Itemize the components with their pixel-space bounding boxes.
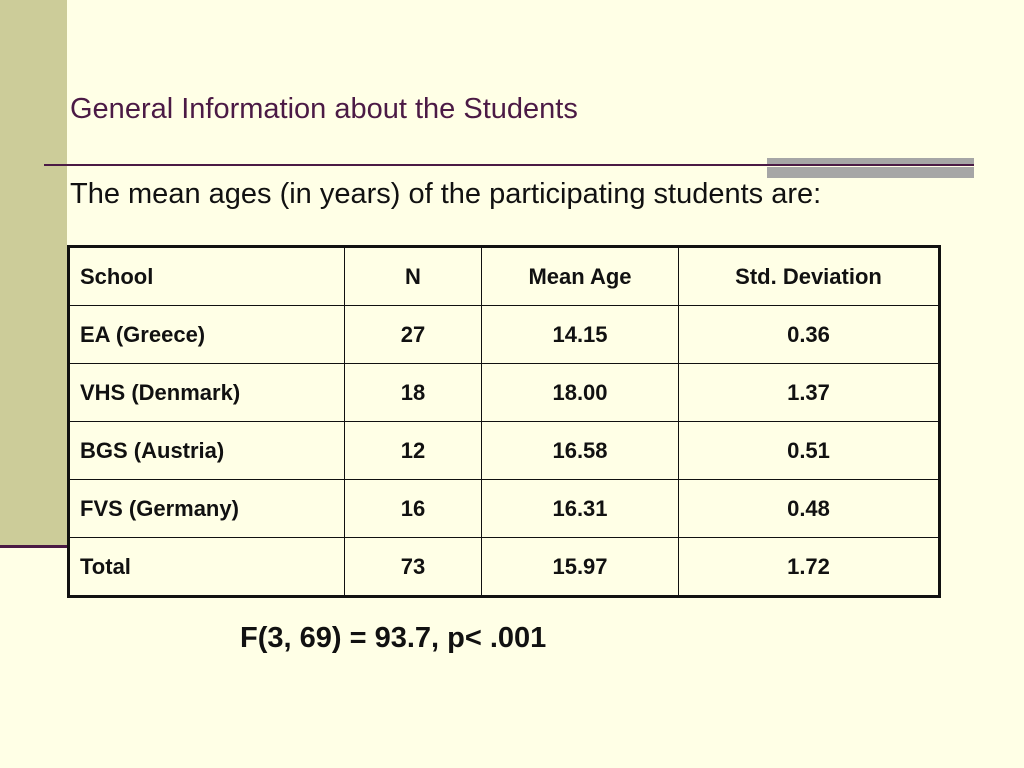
table-header-row bbox=[69, 247, 940, 306]
title-accent-bar bbox=[767, 158, 974, 178]
school-cell: Total bbox=[69, 538, 345, 597]
std-deviation-cell: 0.51 bbox=[679, 422, 940, 480]
school-cell: VHS (Denmark) bbox=[69, 364, 345, 422]
std-deviation-cell: 1.37 bbox=[679, 364, 940, 422]
mean-age-cell: 15.97 bbox=[482, 538, 679, 597]
std-deviation-cell: 0.36 bbox=[679, 306, 940, 364]
school-cell: BGS (Austria) bbox=[69, 422, 345, 480]
slide-title: General Information about the Students bbox=[70, 93, 578, 125]
header-std-deviation: Std. Deviation bbox=[679, 247, 940, 306]
std-deviation-cell: 0.48 bbox=[679, 480, 940, 538]
table-row bbox=[69, 422, 940, 480]
n-cell: 12 bbox=[345, 422, 482, 480]
header-mean-age: Mean Age bbox=[482, 247, 679, 306]
mean-age-cell: 14.15 bbox=[482, 306, 679, 364]
school-cell: EA (Greece) bbox=[69, 306, 345, 364]
mean-age-cell: 18.00 bbox=[482, 364, 679, 422]
header-n: N bbox=[345, 247, 482, 306]
table-total-row bbox=[69, 538, 940, 597]
mean-age-table bbox=[67, 245, 941, 598]
left-sidebar-bar bbox=[0, 0, 67, 548]
anova-result: F(3, 69) = 93.7, p< .001 bbox=[240, 622, 547, 654]
slide-subtitle: The mean ages (in years) of the participating students are: bbox=[70, 178, 822, 210]
school-cell: FVS (Germany) bbox=[69, 480, 345, 538]
table-row bbox=[69, 306, 940, 364]
mean-age-cell: 16.58 bbox=[482, 422, 679, 480]
table-row bbox=[69, 364, 940, 422]
n-cell: 73 bbox=[345, 538, 482, 597]
n-cell: 18 bbox=[345, 364, 482, 422]
n-cell: 27 bbox=[345, 306, 482, 364]
table-row bbox=[69, 480, 940, 538]
std-deviation-cell: 1.72 bbox=[679, 538, 940, 597]
sidebar-accent-rule bbox=[0, 545, 67, 548]
n-cell: 16 bbox=[345, 480, 482, 538]
header-school: School bbox=[69, 247, 345, 306]
mean-age-cell: 16.31 bbox=[482, 480, 679, 538]
